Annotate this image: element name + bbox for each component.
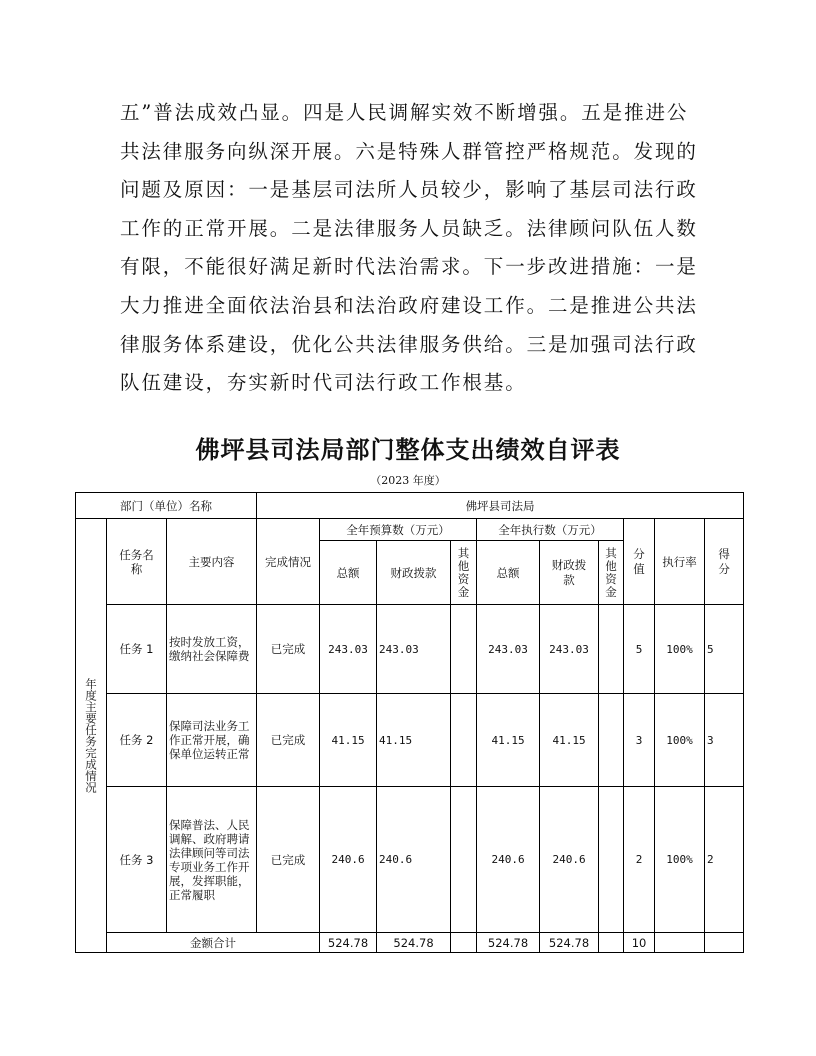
exec-rate: 100% (655, 787, 705, 933)
exec-fiscal: 41.15 (540, 694, 599, 787)
task-status: 已完成 (257, 787, 320, 933)
header-exec-fiscal: 财政拨款 (540, 541, 599, 605)
dept-label: 部门（单位）名称 (76, 493, 257, 519)
total-budget-other (451, 933, 477, 953)
exec-fiscal: 240.6 (540, 787, 599, 933)
table-row (76, 694, 744, 787)
header-budget-total: 总额 (320, 541, 377, 605)
total-score-value: 10 (624, 933, 655, 953)
table-row (76, 787, 744, 933)
task-name: 任务 3 (107, 787, 167, 933)
total-label: 金额合计 (107, 933, 320, 953)
budget-fiscal: 243.03 (377, 605, 451, 694)
exec-rate: 100% (655, 605, 705, 694)
budget-fiscal: 240.6 (377, 787, 451, 933)
header-row (76, 519, 744, 541)
side-label-cell (76, 519, 107, 953)
budget-fiscal: 41.15 (377, 694, 451, 787)
score: 5 (705, 605, 744, 694)
paragraph-line: 律服务体系建设，优化公共法律服务供给。三是加强司法行政 (120, 332, 698, 356)
total-exec-other (599, 933, 624, 953)
score-value: 3 (624, 694, 655, 787)
budget-total: 41.15 (320, 694, 377, 787)
exec-other (599, 605, 624, 694)
total-exec-fiscal: 524.78 (540, 933, 599, 953)
total-exec-total: 524.78 (477, 933, 540, 953)
header-main-content: 主要内容 (167, 519, 257, 605)
task-name: 任务 2 (107, 694, 167, 787)
header-exec-total: 总额 (477, 541, 540, 605)
budget-total: 243.03 (320, 605, 377, 694)
score-value: 5 (624, 605, 655, 694)
task-content: 保障普法、人民调解、政府聘请法律顾问等司法专项业务工作开展，发挥职能，正常履职 (167, 787, 257, 933)
header-score: 得分 (705, 519, 744, 605)
header-status: 完成情况 (257, 519, 320, 605)
score-value: 2 (624, 787, 655, 933)
table-subtitle: （2023 年度） (370, 474, 446, 487)
total-budget-total: 524.78 (320, 933, 377, 953)
exec-total: 240.6 (477, 787, 540, 933)
task-status: 已完成 (257, 605, 320, 694)
header-score-value: 分值 (624, 519, 655, 605)
body-paragraph (120, 94, 700, 403)
side-label: 年度主要任务完成情况 (84, 678, 98, 793)
total-score (705, 933, 744, 953)
paragraph-line: 有限，不能很好满足新时代法治需求。下一步改进措施：一是 (120, 255, 698, 279)
budget-other (451, 605, 477, 694)
exec-fiscal: 243.03 (540, 605, 599, 694)
table-title: 佛坪县司法局部门整体支出绩效自评表 (195, 435, 621, 464)
header-task-name: 任务名称 (107, 519, 167, 605)
total-exec-rate (655, 933, 705, 953)
header-exec-group: 全年执行数（万元） (477, 519, 624, 541)
paragraph-line: 共法律服务向纵深开展。六是特殊人群管控严格规范。发现的 (120, 139, 698, 163)
score: 2 (705, 787, 744, 933)
paragraph-line: 工作的正常开展。二是法律服务人员缺乏。法律顾问队伍人数 (120, 216, 698, 240)
performance-table (75, 492, 744, 953)
paragraph-line: 大力推进全面依法治县和法治政府建设工作。二是推进公共法 (120, 293, 698, 317)
dept-name: 佛坪县司法局 (257, 493, 744, 519)
budget-total: 240.6 (320, 787, 377, 933)
exec-rate: 100% (655, 694, 705, 787)
paragraph-line: 队伍建设，夯实新时代司法行政工作根基。 (120, 371, 527, 395)
exec-total: 243.03 (477, 605, 540, 694)
task-name: 任务 1 (107, 605, 167, 694)
exec-other (599, 787, 624, 933)
task-content: 按时发放工资，缴纳社会保障费 (167, 605, 257, 694)
budget-other (451, 787, 477, 933)
exec-total: 41.15 (477, 694, 540, 787)
score: 3 (705, 694, 744, 787)
budget-other (451, 694, 477, 787)
task-status: 已完成 (257, 694, 320, 787)
header-exec-other: 其他资金 (599, 541, 624, 605)
total-row (76, 933, 744, 953)
dept-row (76, 493, 744, 519)
paragraph-line: 五”普法成效凸显。四是人民调解实效不断增强。五是推进公 (120, 101, 689, 124)
header-budget-fiscal: 财政拨款 (377, 541, 451, 605)
table-row (76, 605, 744, 694)
total-budget-fiscal: 524.78 (377, 933, 451, 953)
task-content: 保障司法业务工作正常开展，确保单位运转正常 (167, 694, 257, 787)
header-exec-rate: 执行率 (655, 519, 705, 605)
paragraph-line: 问题及原因：一是基层司法所人员较少，影响了基层司法行政 (120, 178, 698, 202)
header-budget-group: 全年预算数（万元） (320, 519, 477, 541)
header-budget-other: 其他资金 (451, 541, 477, 605)
exec-other (599, 694, 624, 787)
